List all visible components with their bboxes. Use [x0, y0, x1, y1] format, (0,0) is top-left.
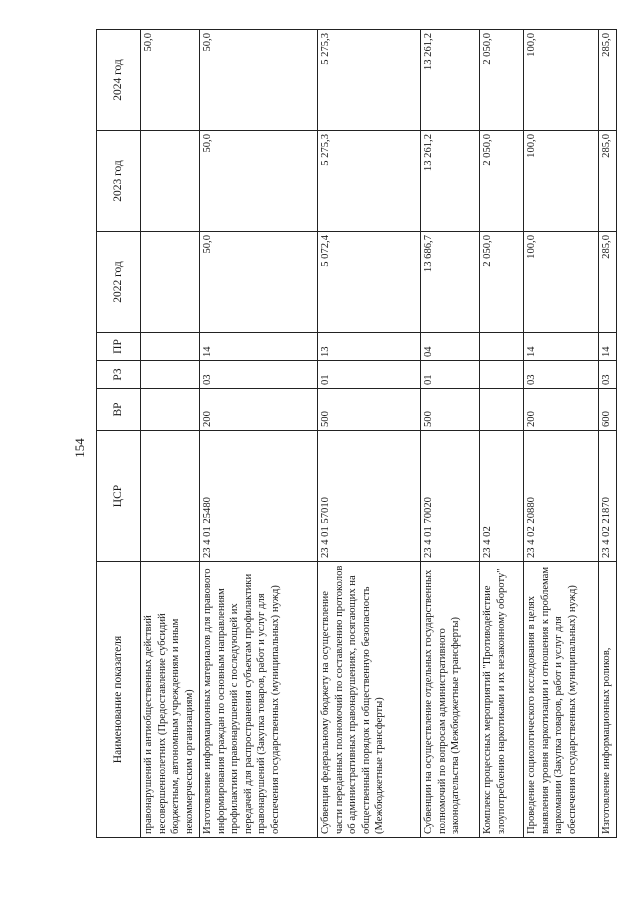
table-row: [599, 30, 617, 838]
row-2022: 13 686,7: [421, 232, 480, 333]
row-rz: [141, 361, 200, 389]
row-2023: 100,0: [524, 131, 599, 232]
row-rz: 01: [421, 361, 480, 389]
header-2022: 2022 год: [97, 232, 141, 333]
row-pr: 04: [421, 333, 480, 361]
table-row: [421, 30, 480, 838]
row-csr: 23 4 01 25480: [200, 431, 318, 562]
row-2023: 2 050,0: [480, 131, 524, 232]
row-pr: 13: [318, 333, 421, 361]
row-vr: 600: [599, 389, 617, 431]
row-pr: 14: [524, 333, 599, 361]
row-2023: [141, 131, 200, 232]
row-2023: 5 275,3: [318, 131, 421, 232]
row-rz: [480, 361, 524, 389]
row-name: Изготовление информационных роликов,: [599, 562, 617, 838]
row-2022: 2 050,0: [480, 232, 524, 333]
row-vr: 500: [318, 389, 421, 431]
header-2023: 2023 год: [97, 131, 141, 232]
header-row: [97, 30, 141, 838]
row-2022: [141, 232, 200, 333]
row-pr: 14: [599, 333, 617, 361]
row-csr: 23 4 02 20880: [524, 431, 599, 562]
row-2023: 50,0: [200, 131, 318, 232]
table-row: [480, 30, 524, 838]
row-2024: 285,0: [599, 30, 617, 131]
table-row: [524, 30, 599, 838]
row-pr: 14: [200, 333, 318, 361]
row-2023: 13 261,2: [421, 131, 480, 232]
row-pr: [480, 333, 524, 361]
row-2024: 5 275,3: [318, 30, 421, 131]
row-2024: 13 261,2: [421, 30, 480, 131]
page-number: 154: [72, 438, 87, 458]
row-2022: 5 072,4: [318, 232, 421, 333]
header-2024: 2024 год: [97, 30, 141, 131]
row-name: Субвенции на осуществление отдельных государственных полномочий по вопросам административного законодательства (Межбюджетные трансферты): [421, 562, 480, 838]
row-vr: 500: [421, 389, 480, 431]
row-csr: 23 4 02: [480, 431, 524, 562]
row-vr: 200: [524, 389, 599, 431]
row-name: Комплекс процессных мероприятий "Противодействие злоупотреблению наркотиками и их незаконному обороту": [480, 562, 524, 838]
row-2024: 100,0: [524, 30, 599, 131]
budget-table: [96, 29, 617, 838]
row-rz: 03: [599, 361, 617, 389]
row-name: Проведение социологического исследования в целях выявления уровня наркотизации и отношения к проблемам наркомании (Закупка товаров, работ и услуг для обеспечения государственных (муниципальных) нужд): [524, 562, 599, 838]
row-rz: 01: [318, 361, 421, 389]
row-2024: 50,0: [141, 30, 200, 131]
row-2024: 50,0: [200, 30, 318, 131]
row-2024: 2 050,0: [480, 30, 524, 131]
row-pr: [141, 333, 200, 361]
table-row: [200, 30, 318, 838]
row-rz: 03: [200, 361, 318, 389]
row-csr: 23 4 02 21870: [599, 431, 617, 562]
row-2023: 285,0: [599, 131, 617, 232]
row-vr: 200: [200, 389, 318, 431]
header-vr: ВР: [97, 389, 141, 431]
row-csr: 23 4 01 57010: [318, 431, 421, 562]
row-vr: [480, 389, 524, 431]
row-2022: 100,0: [524, 232, 599, 333]
row-csr: 23 4 01 70020: [421, 431, 480, 562]
row-name: Субвенция федеральному бюджету на осуществление части переданных полномочий по составлению протоколов об административных правонарушениях, посягающих на общественный порядок и общественную безопасность (Межбюджетные трансферты): [318, 562, 421, 838]
header-pr: ПР: [97, 333, 141, 361]
row-name: Изготовление информационных материалов для правового информирования граждан по основным направлениям профилактики правонарушений с последующей их передачей для распространения субъектам профилактики правонарушений (Закупка товаров, работ и услуг для обеспечения государственных (муниципальных) нужд): [200, 562, 318, 838]
row-csr: [141, 431, 200, 562]
row-vr: [141, 389, 200, 431]
header-name: Наименование показателя: [97, 562, 141, 838]
table-row: [141, 30, 200, 838]
rotated-table-container: [96, 30, 616, 838]
header-rz: РЗ: [97, 361, 141, 389]
row-2022: 50,0: [200, 232, 318, 333]
header-csr: ЦСР: [97, 431, 141, 562]
row-2022: 285,0: [599, 232, 617, 333]
row-name: правонарушений и антиобщественных действий несовершеннолетних (Предоставление субсидий бюджетным, автономным учреждениям и иным некоммерческим организациям): [141, 562, 200, 838]
table-row: [318, 30, 421, 838]
row-rz: 03: [524, 361, 599, 389]
